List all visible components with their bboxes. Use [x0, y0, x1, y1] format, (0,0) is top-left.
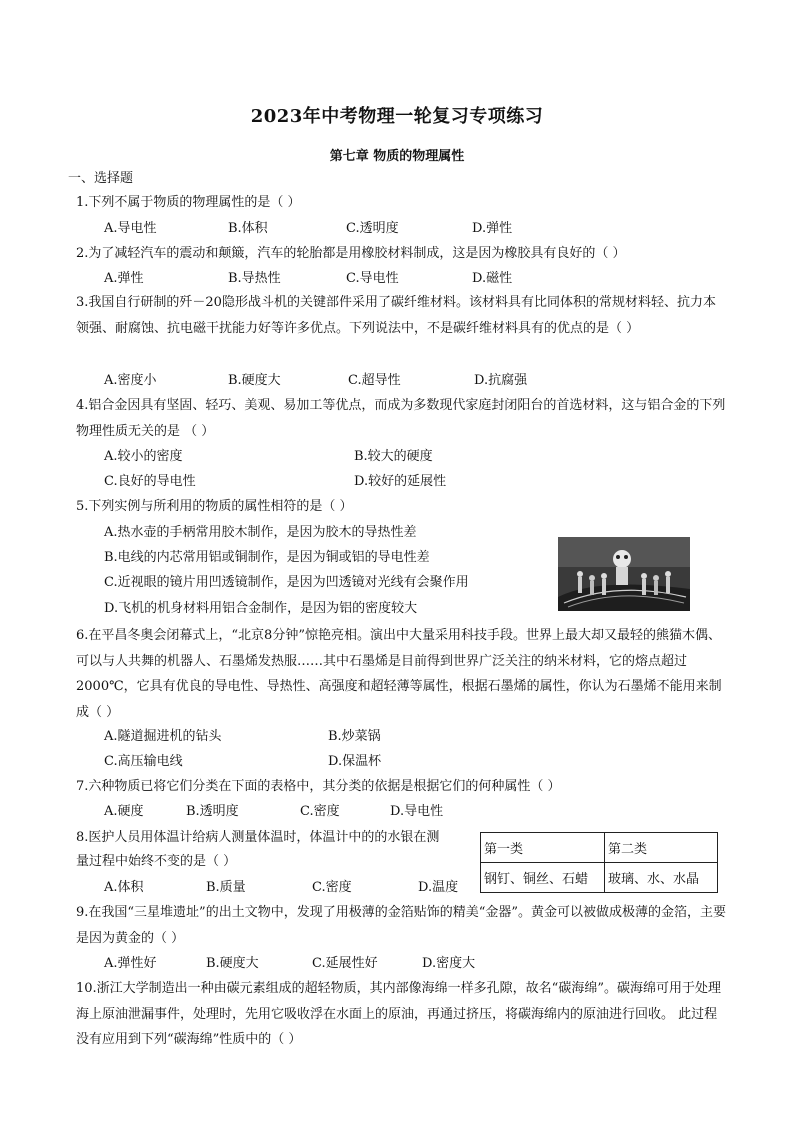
question-6-option-b: B.炒菜锅	[328, 729, 381, 744]
question-2-option-c: C.导电性	[346, 271, 399, 286]
question-1-text: 1.下列不属于物质的物理属性的是（ ）	[76, 195, 301, 210]
classification-table	[480, 832, 718, 893]
question-9-option-a: A.弹性好	[104, 956, 157, 971]
chapter-subtitle: 第七章 物质的物理属性	[329, 149, 465, 164]
table-row	[481, 863, 718, 893]
question-2-option-a: A.弹性	[104, 271, 144, 286]
question-8-option-d: D.温度	[418, 880, 459, 895]
question-7-text: 7.六种物质已将它们分类在下面的表格中，其分类的依据是根据它们的何种属性（ ）	[76, 779, 561, 794]
question-1-option-b: B.体积	[228, 221, 268, 236]
table-header-second-class: 第二类	[605, 833, 718, 863]
question-9-option-c: C.延展性好	[312, 956, 378, 971]
question-6-option-d: D.保温杯	[328, 754, 382, 769]
question-7-option-d: D.导电性	[390, 804, 444, 819]
table-cell-second-class-items: 玻璃、水、水晶	[605, 863, 718, 893]
ceremony-photo-graphic	[558, 537, 690, 611]
question-4-text: 4.铝合金因具有坚固、轻巧、美观、易加工等优点，而成为多数现代家庭封闭阳台的首选材料，这与铝合金的下列物理性质无关的是 （ ）	[76, 398, 726, 439]
question-2-text: 2.为了减轻汽车的震动和颠簸，汽车的轮胎都是用橡胶材料制成，这是因为橡胶具有良好的（ ）	[76, 246, 626, 261]
table-row	[481, 833, 718, 863]
question-3-option-a: A.密度小	[104, 373, 157, 388]
question-5-text: 5.下列实例与所利用的物质的属性相符的是（ ）	[76, 499, 353, 514]
question-1-option-a: A.导电性	[104, 221, 157, 236]
question-4-option-b: B.较大的硬度	[354, 449, 433, 464]
question-9-text: 9.在我国“三星堆遗址”的出土文物中，发现了用极薄的金箔贴饰的精美“金器”。黄金可以被做成极薄的金箔，主要是因为黄金的（ ）	[76, 905, 726, 946]
section-heading: 一、选择题	[68, 171, 134, 186]
question-9-option-b: B.硬度大	[206, 956, 259, 971]
question-3-text: 3.我国自行研制的歼－20隐形战斗机的关键部件采用了碳纤维材料。该材料具有比同体积的常规材料轻、抗力本领强、耐腐蚀、抗电磁干扰能力好等许多优点。下列说法中，不是碳纤维材料具有的优点的是（ ）	[76, 295, 716, 336]
page-title: 2023年中考物理一轮复习专项练习	[250, 106, 544, 127]
question-2-option-d: D.磁性	[472, 271, 513, 286]
question-7-option-c: C.密度	[300, 804, 340, 819]
question-5-option-b: B.电线的内芯常用铝或铜制作，是因为铜或铝的导电性差	[104, 550, 430, 565]
question-3-option-c: C.超导性	[348, 373, 401, 388]
question-6-text: 6.在平昌冬奥会闭幕式上，“北京8分钟”惊艳亮相。演出中大量采用科技手段。世界上最大却又最轻的熊猫木偶、可以与人共舞的机器人、石墨烯发热服……其中石墨烯是目前得到世界广泛关注的纳米材料，它的熔点超过2000℃，它具有优良的导电性、导热性、高强度和超轻薄等属性，根据石墨烯的属性，你认为石墨烯不能用来制成（ ）	[76, 628, 722, 720]
question-3-option-b: B.硬度大	[228, 373, 281, 388]
question-8-option-c: C.密度	[312, 880, 352, 895]
question-8-option-b: B.质量	[206, 880, 246, 895]
question-2-option-b: B.导热性	[228, 271, 281, 286]
question-8-option-a: A.体积	[104, 880, 144, 895]
question-4-option-d: D.较好的延展性	[354, 474, 447, 489]
question-6-option-c: C.高压输电线	[104, 754, 183, 769]
question-4-option-a: A.较小的密度	[104, 449, 183, 464]
question-9-option-d: D.密度大	[422, 956, 476, 971]
question-3-option-d: D.抗腐强	[474, 373, 528, 388]
question-8-text-line2: 量过程中始终不变的是（ ）	[76, 854, 237, 869]
table-cell-first-class-items: 钢钉、铜丝、石蜡	[481, 863, 605, 893]
question-7-option-b: B.透明度	[186, 804, 239, 819]
table-header-first-class: 第一类	[481, 833, 605, 863]
question-4-option-c: C.良好的导电性	[104, 474, 196, 489]
question-5-option-a: A.热水壶的手柄常用胶木制作，是因为胶木的导热性差	[104, 525, 417, 540]
question-6-option-a: A.隧道掘进机的钻头	[104, 729, 222, 744]
question-7-option-a: A.硬度	[104, 804, 144, 819]
question-10-text: 10.浙江大学制造出一种由碳元素组成的超轻物质，其内部像海绵一样多孔隙，故名“碳海绵”。碳海绵可用于处理海上原油泄漏事件，处理时，先用它吸收浮在水面上的原油，再通过挤压，将碳海绵内的原油进行回收。 此过程没有应用到下列“碳海绵”性质中的（ ）	[76, 981, 721, 1047]
question-5-option-c: C.近视眼的镜片用凹透镜制作，是因为凹透镜对光线有会聚作用	[104, 575, 469, 590]
question-8-text-line1: 8.医护人员用体温计给病人测量体温时，体温计中的的水银在测	[76, 830, 440, 845]
question-1-option-d: D.弹性	[472, 221, 513, 236]
ceremony-photo	[558, 537, 690, 611]
question-5-option-d: D.飞机的机身材料用铝合金制作，是因为铝的密度较大	[104, 601, 418, 616]
question-1-option-c: C.透明度	[346, 221, 399, 236]
